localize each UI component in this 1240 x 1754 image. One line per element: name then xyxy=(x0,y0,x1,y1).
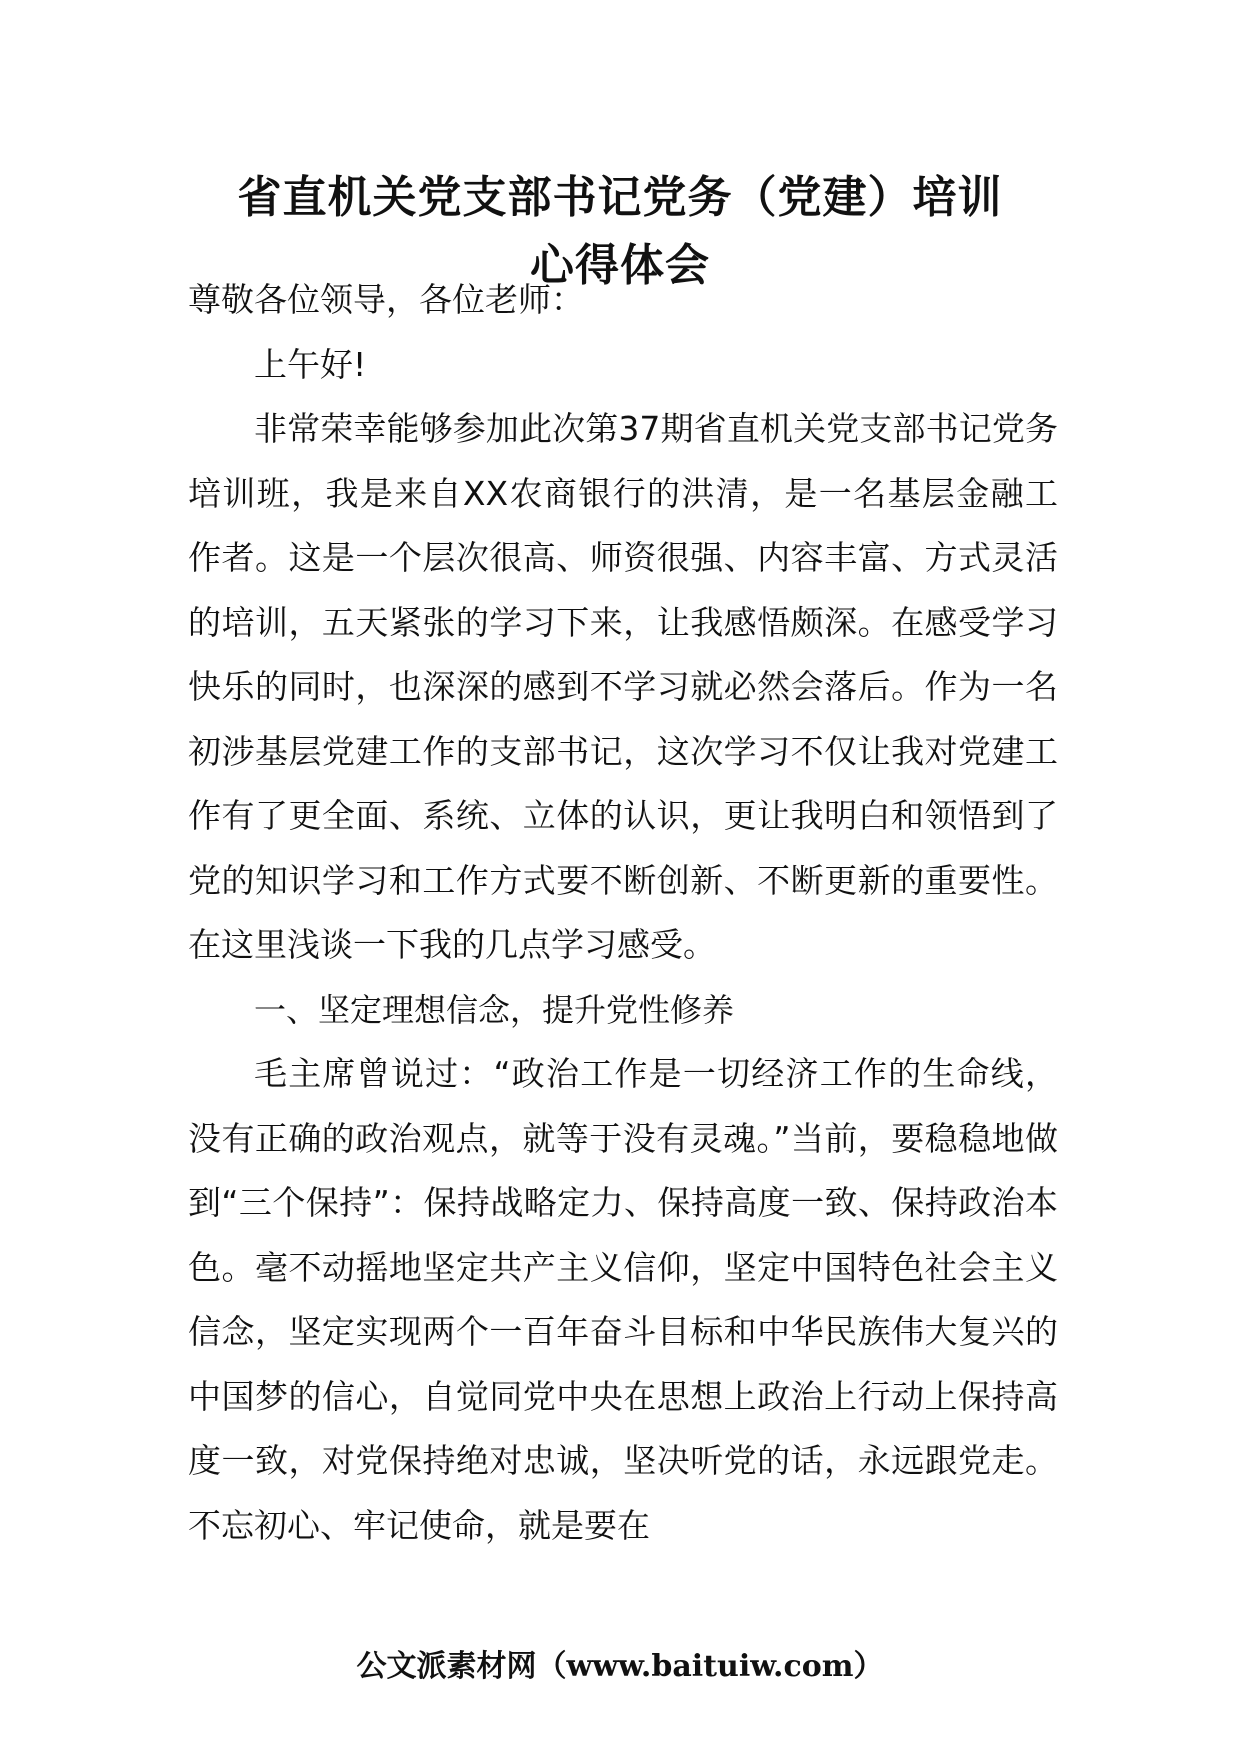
paragraph-section-1: 毛主席曾说过：“政治工作是一切经济工作的生命线，没有正确的政治观点，就等于没有灵魂。”当前，要稳稳地做到“三个保持”：保持战略定力、保持高度一致、保持政治本色。毫不动摇地坚定共产主义信仰，坚定中国特色社会主义信念，坚定实现两个一百年奋斗目标和中华民族伟大复兴的中国梦的信心，自觉同党中央在思想上政治上行动上保持高度一致，对党保持绝对忠诚，坚决听党的话，永远跟党走。不忘初心、牢记使命，就是要在 xyxy=(188,1054,1058,1545)
greeting: 上午好! xyxy=(254,344,367,384)
salutation: 尊敬各位领导，各位老师： xyxy=(188,280,584,319)
document-title-line-2: 心得体会 xyxy=(530,240,710,291)
paragraph-intro: 非常荣幸能够参加此次第37期省直机关党支部书记党务培训班，我是来自XX农商银行的洪清，是一名基层金融工作者。这是一个层次很高、师资很强、内容丰富、方式灵活的培训，五天紧张的学习下来，让我感悟颇深。在感受学习快乐的同时，也深深的感到不学习就必然会落后。作为一名初涉基层党建工作的支部书记，这次学习不仅让我对党建工作有了更全面、系统、立体的认识，更让我明白和领悟到了党的知识学习和工作方式要不断创新、不断更新的重要性。在这里浅谈一下我的几点学习感受。 xyxy=(188,409,1058,964)
section-heading-1: 一、坚定理想信念，提升党性修养 xyxy=(254,990,735,1029)
document-body xyxy=(188,268,1058,1558)
footer-watermark: 公文派素材网（www.baituiw.com） xyxy=(356,1649,884,1684)
document-title-line-1: 省直机关党支部书记党务（党建）培训 xyxy=(237,172,1003,223)
